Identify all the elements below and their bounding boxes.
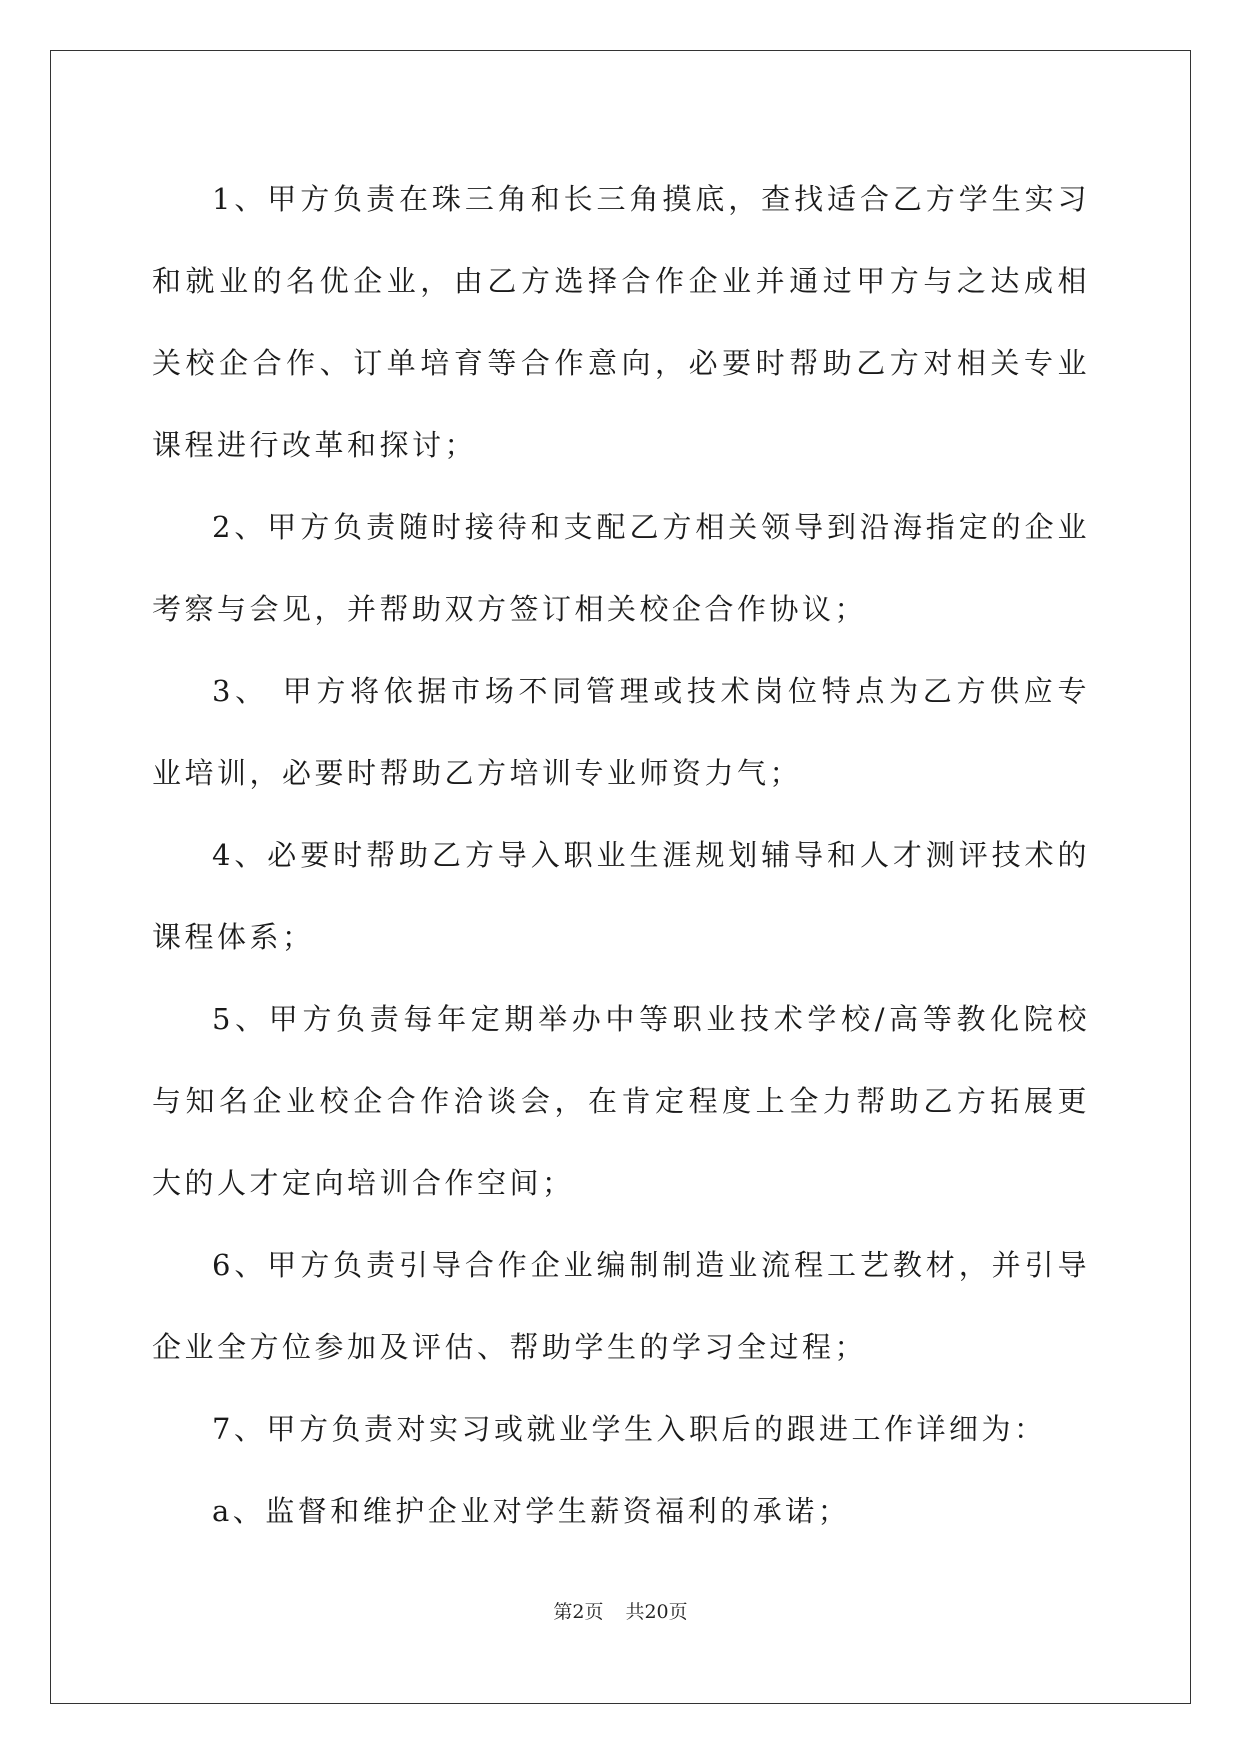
page-total: 共20页: [625, 1601, 688, 1623]
paragraph-4: 4、必要时帮助乙方导入职业生涯规划辅导和人才测评技术的课程体系；: [152, 838, 1090, 954]
paragraph-7: 7、甲方负责对实习或就业学生入职后的跟进工作详细为：: [212, 1412, 1047, 1446]
page-number: 第2页: [553, 1601, 604, 1623]
paragraph-1: 1、甲方负责在珠三角和长三角摸底，查找适合乙方学生实习和就业的名优企业，由乙方选择合作企业并通过甲方与之达成相关校企合作、订单培育等合作意向，必要时帮助乙方对相关专业课程进行改革和探讨；: [152, 182, 1090, 462]
paragraph-3: 3、 甲方将依据市场不同管理或技术岗位特点为乙方供应专业培训，必要时帮助乙方培训专业师资力气；: [152, 674, 1090, 790]
paragraph-5: 5、甲方负责每年定期举办中等职业技术学校/高等教化院校与知名企业校企合作洽谈会，在肯定程度上全力帮助乙方拓展更大的人才定向培训合作空间；: [152, 1002, 1090, 1200]
document-body: [152, 158, 1090, 1552]
paragraph-8: a、监督和维护企业对学生薪资福利的承诺；: [212, 1494, 851, 1528]
page-footer: [0, 1597, 1241, 1624]
paragraph-2: 2、甲方负责随时接待和支配乙方相关领导到沿海指定的企业考察与会见，并帮助双方签订相关校企合作协议；: [152, 510, 1090, 626]
paragraph-6: 6、甲方负责引导合作企业编制制造业流程工艺教材，并引导企业全方位参加及评估、帮助学生的学习全过程；: [152, 1248, 1090, 1364]
